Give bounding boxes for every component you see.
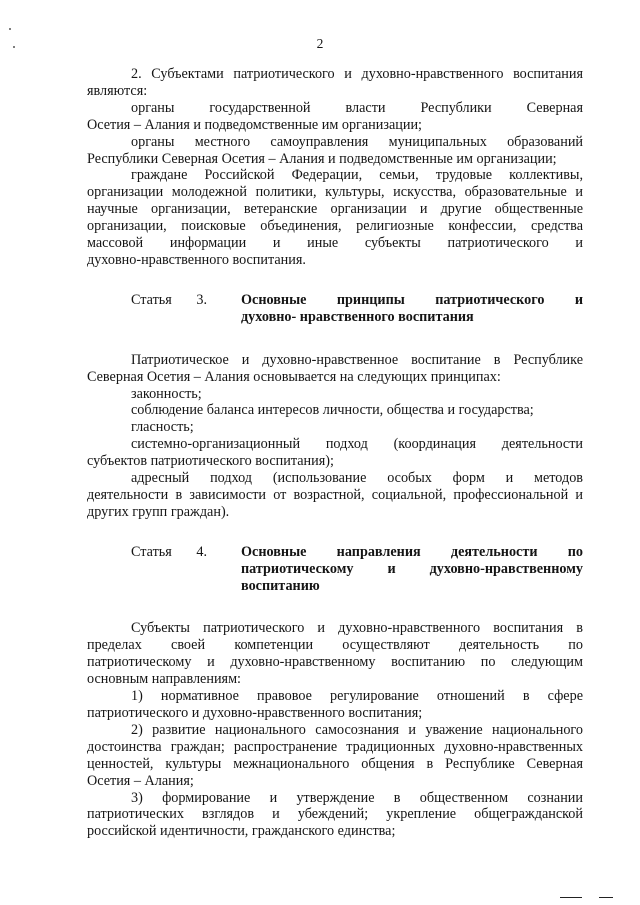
article-number: 4. (196, 543, 207, 560)
article4-intro-line: основным направлениям: (87, 671, 241, 688)
scan-mark (560, 897, 582, 898)
direction-item: ценностей, культуры межнационального общения в Республике Северная (87, 755, 583, 772)
page-number: 2 (316, 36, 324, 51)
article-number: 3. (196, 291, 207, 308)
article3-intro-line: Северная Осетия – Алания основывается на следующих принципах: (87, 368, 501, 385)
subject-item-line: Республики Северная Осетия – Алания и подведомственные им организации; (87, 150, 557, 167)
subject-item-line: Осетия – Алания и подведомственные им организации; (87, 116, 422, 133)
subject-item-line: организации, поисковые объединения, религиозные конфессии, средства (87, 218, 583, 235)
direction-item: 3) формирование и утверждение в общественном сознании (131, 789, 583, 806)
article-title-line: воспитанию (241, 577, 320, 594)
subject-item-line: массовой информации и иные субъекты патриотического и (87, 235, 583, 252)
article-title (241, 292, 583, 326)
article-3-heading (87, 292, 583, 326)
scan-mark (599, 897, 613, 898)
section2-intro-line: 2. Субъектами патриотического и духовно-нравственного воспитания (131, 66, 583, 82)
article4-intro-line: патриотическому и духовно-нравственному воспитанию по следующим (87, 654, 583, 671)
article-label: Статья (131, 543, 172, 560)
direction-item: Осетия – Алания; (87, 772, 194, 789)
direction-item: патриотических взглядов и убеждений; укрепление общегражданской (87, 806, 583, 823)
principle-item: системно-организационный подход (координация деятельности (131, 436, 583, 453)
article4-intro-line: Субъекты патриотического и духовно-нравственного воспитания в (131, 620, 583, 637)
direction-item: патриотического и духовно-нравственного воспитания; (87, 705, 423, 721)
subject-item-line: организации молодежной политики, культуры, искусства, образовательные и (87, 184, 583, 201)
article-title (241, 544, 583, 595)
document-body (87, 66, 583, 840)
principle-item: субъектов патриотического воспитания); (87, 453, 334, 470)
article4-intro-line: пределах своей компетенции осуществляют деятельность по (87, 637, 583, 654)
article-label: Статья (131, 291, 172, 308)
principle-item: других групп граждан). (87, 503, 230, 520)
article-title-line: Основные направления деятельности по (241, 543, 583, 560)
scan-speck (9, 28, 11, 30)
principle-item: соблюдение баланса интересов личности, общества и государства; (131, 402, 534, 419)
subject-item-line: духовно-нравственного воспитания. (87, 251, 306, 268)
direction-item: российской идентичности, гражданского единства; (87, 823, 396, 840)
article-title-line: патриотическому и духовно-нравственному (241, 560, 583, 577)
article-title-line: Основные принципы патриотического и (241, 291, 583, 308)
article-4-heading (87, 544, 583, 595)
subject-item-line: органы государственной власти Республики Северная (131, 99, 583, 116)
direction-item: 1) нормативное правовое регулирование отношений в сфере (131, 688, 583, 705)
direction-item: 2) развитие национального самосознания и уважение национального (131, 721, 583, 738)
principle-item: деятельности в зависимости от возрастной, социальной, профессиональной и (87, 486, 583, 503)
direction-item: достоинства граждан; распространение традиционных духовно-нравственных (87, 738, 583, 755)
section2-intro-line: являются: (87, 82, 148, 99)
article-title-line: духовно- нравственного воспитания (241, 308, 474, 325)
principle-item: гласность; (131, 419, 194, 436)
subject-item-line: научные организации, ветеранские организации и другие общественные (87, 201, 583, 218)
article3-intro-line: Патриотическое и духовно-нравственное воспитание в Республике (131, 351, 583, 368)
subject-item-line: граждане Российской Федерации, семьи, трудовые коллективы, (131, 167, 583, 184)
principle-item: адресный подход (использование особых форм и методов (131, 470, 583, 487)
principle-item: законность; (131, 385, 202, 402)
subject-item-line: органы местного самоуправления муниципальных образований (131, 133, 583, 150)
